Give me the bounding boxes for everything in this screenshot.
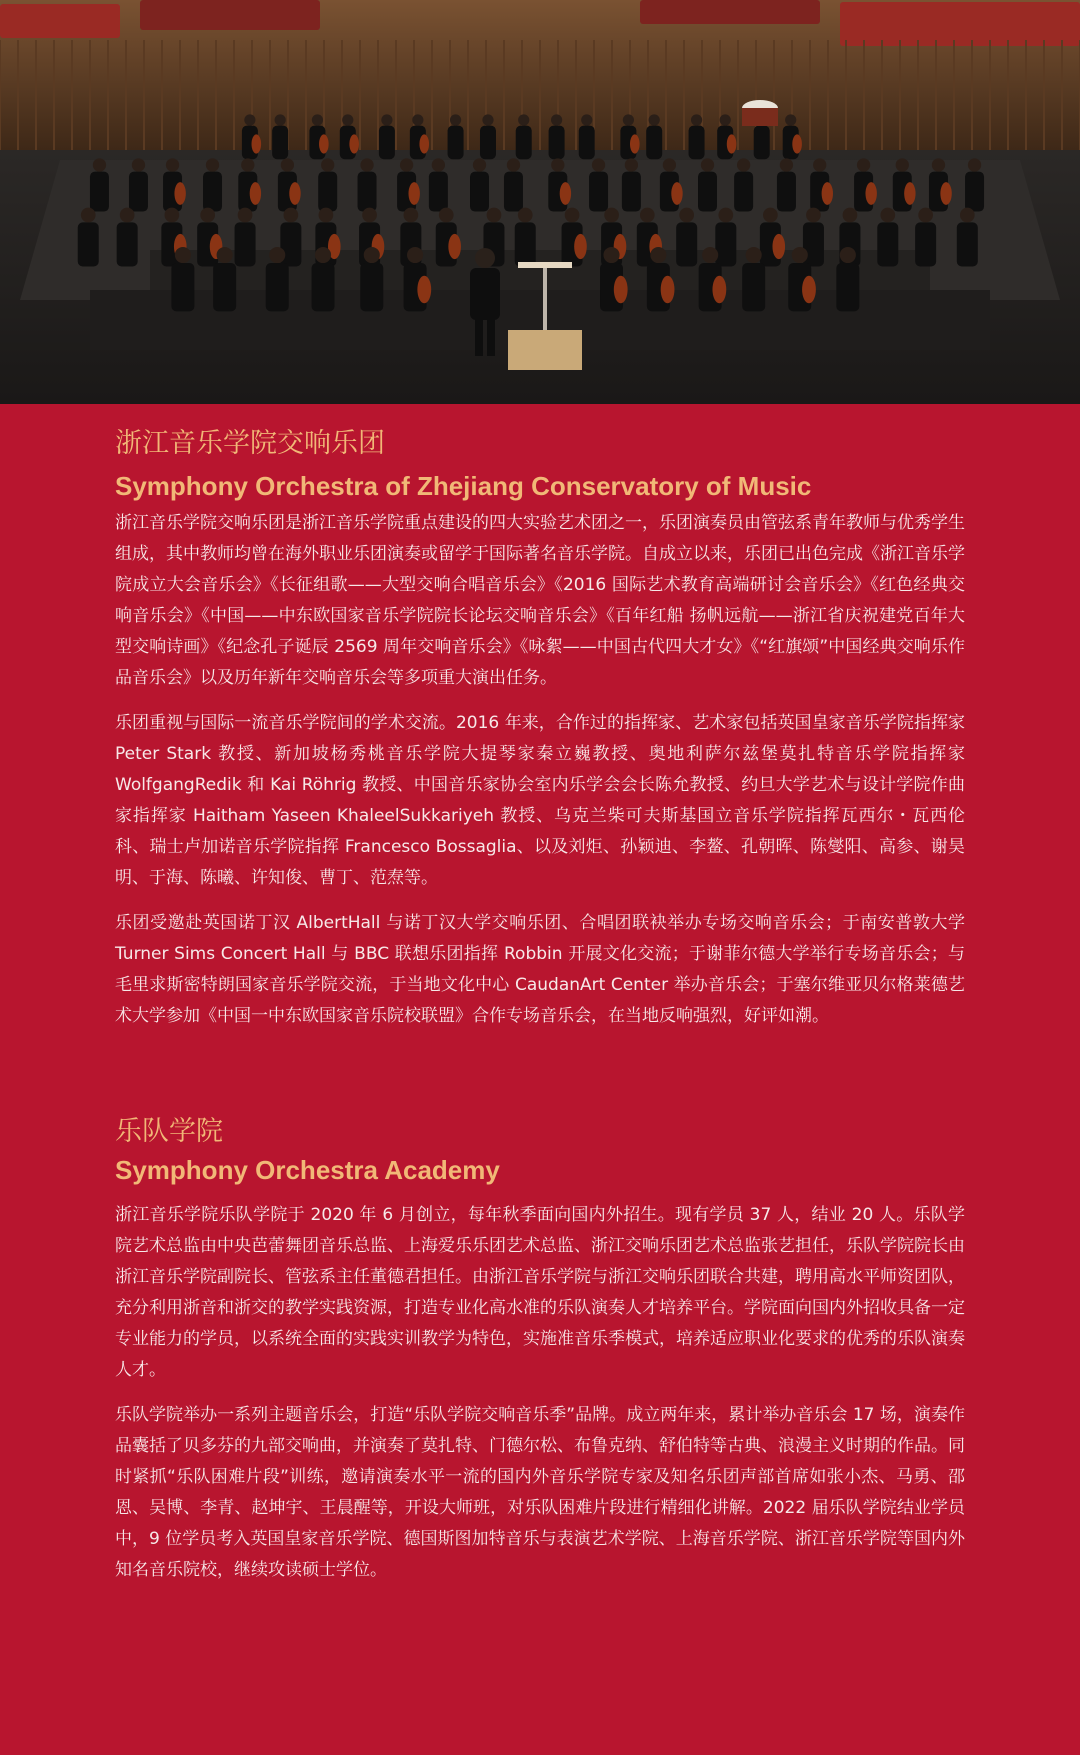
- section-title-cn: 浙江音乐学院交响乐团: [115, 428, 385, 459]
- orchestra-photo: [0, 0, 1080, 404]
- paragraph: 乐团受邀赴英国诺丁汉 AlbertHall 与诺丁汉大学交响乐团、合唱团联袂举办专场交响音乐会；于南安普敦大学 Turner Sims Concert Hall 与 BBC 联想乐团指挥 Robbin 开展文化交流；于谢菲尔德大学举行专场音乐会；与毛里求斯密特朗国家音乐学院交流，于当地文化中心 CaudanArt Center 举办音乐会；于塞尔维亚贝尔格莱德艺术大学参加《中国一中东欧国家音乐院校联盟》合作专场音乐会，在当地反响强烈，好评如潮。: [115, 913, 965, 1026]
- section-title-cn: 乐队学院: [115, 1116, 223, 1147]
- paragraph: 浙江音乐学院交响乐团是浙江音乐学院重点建设的四大实验艺术团之一，乐团演奏员由管弦系青年教师与优秀学生组成，其中教师均曾在海外职业乐团演奏或留学于国际著名音乐学院。自成立以来，乐团已出色完成《浙江音乐学院成立大会音乐会》《长征组歌——大型交响合唱音乐会》《2016 国际艺术教育高端研讨会音乐会》《红色经典交响音乐会》《中国——中东欧国家音乐学院院长论坛交响音乐会》《百年红船 扬帆远航——浙江省庆祝建党百年大型交响诗画》《纪念孔子诞辰 2569 周年交响音乐会》《咏絮——中国古代四大才女》《“红旗颂”中国经典交响乐作品音乐会》以及历年新年交响音乐会等多项重大演出任务。: [115, 513, 965, 688]
- section-orchestra-academy: [115, 1114, 965, 1586]
- paragraph: 乐团重视与国际一流音乐学院间的学术交流。2016 年来，合作过的指挥家、艺术家包括英国皇家音乐学院指挥家 Peter Stark 教授、新加坡杨秀桃音乐学院大提琴家秦立巍教授、奥地利萨尔兹堡莫扎特音乐学院指挥家 WolfgangRedik 和 Kai Röhrig 教授、中国音乐家协会室内乐学会会长陈允教授、约旦大学艺术与设计学院作曲家指挥家 Haitham Yaseen KhaleelSukkariyeh 教授、乌克兰柴可夫斯基国立音乐学院指挥瓦西尔・瓦西伦科、瑞士卢加诺音乐学院指挥 Francesco Bossaglia、以及刘炬、孙颖迪、李鳌、孔朝晖、陈燮阳、高参、谢昊明、于海、陈曦、许知俊、曹丁、范焘等。: [115, 713, 965, 888]
- paragraph: 浙江音乐学院乐队学院于 2020 年 6 月创立，每年秋季面向国内外招生。现有学员 37 人，结业 20 人。乐队学院艺术总监由中央芭蕾舞团音乐总监、上海爱乐乐团艺术总监、浙江交响乐团艺术总监张艺担任，乐队学院院长由浙江音乐学院副院长、管弦系主任董德君担任。由浙江音乐学院与浙江交响乐团联合共建，聘用高水平师资团队，充分利用浙音和浙交的教学实践资源，打造专业化高水准的乐队演奏人才培养平台。学院面向国内外招收具备一定专业能力的学员，以系统全面的实践实训教学为特色，实施准音乐季模式，培养适应职业化要求的优秀的乐队演奏人才。: [115, 1205, 965, 1380]
- section-symphony-orchestra: [115, 426, 965, 1032]
- orchestra-illustration: [0, 0, 1080, 404]
- section-title-en: Symphony Orchestra Academy: [115, 1155, 500, 1185]
- content: [115, 404, 965, 1586]
- section-title-en: Symphony Orchestra of Zhejiang Conservatory of Music: [115, 471, 812, 501]
- timpani: [742, 100, 778, 126]
- paragraph: 乐队学院举办一系列主题音乐会，打造“乐队学院交响音乐季”品牌。成立两年来，累计举办音乐会 17 场，演奏作品囊括了贝多芬的九部交响曲，并演奏了莫扎特、门德尔松、布鲁克纳、舒伯特等古典、浪漫主义时期的作品。同时紧抓“乐队困难片段”训练，邀请演奏水平一流的国内外音乐学院专家及知名乐团声部首席如张小杰、马勇、邵恩、吴博、李青、赵坤宇、王晨醒等，开设大师班，对乐队困难片段进行精细化讲解。2022 届乐队学院结业学员中，9 位学员考入英国皇家音乐学院、德国斯图加特音乐与表演艺术学院、上海音乐学院、浙江音乐学院等国内外知名音乐院校，继续攻读硕士学位。: [115, 1405, 965, 1580]
